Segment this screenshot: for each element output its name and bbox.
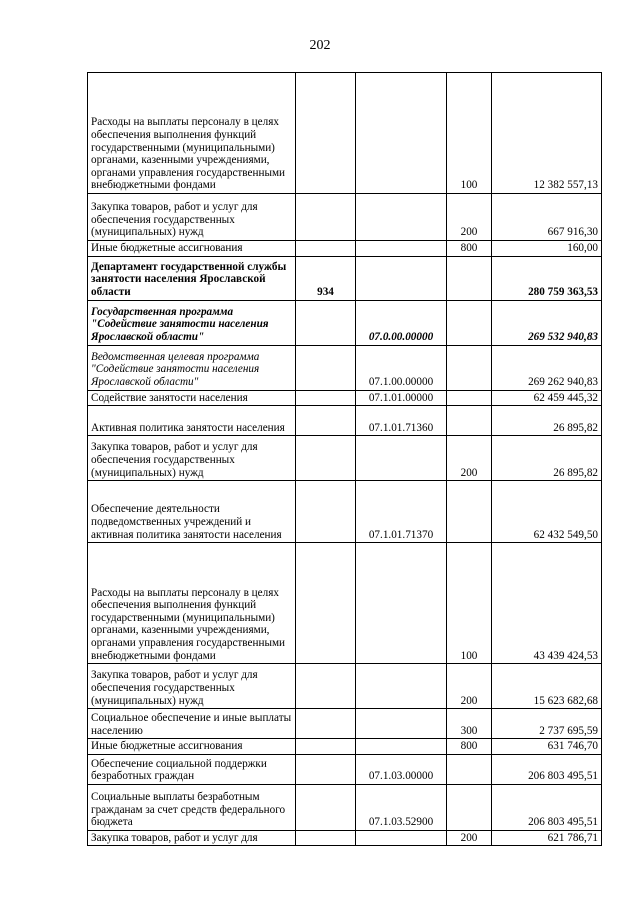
expense-name-cell: Иные бюджетные ассигнования [88,739,296,755]
target-article-cell [356,739,447,755]
amount-cell: 206 803 495,51 [492,754,602,784]
department-code-cell [296,664,356,709]
expense-name-cell: Социальное обеспечение и иные выплаты населению [88,709,296,739]
department-code-cell [296,73,356,194]
expense-type-cell [447,481,492,543]
target-article-cell: 07.1.00.00000 [356,345,447,390]
amount-cell: 15 623 682,68 [492,664,602,709]
department-code-cell: 934 [296,256,356,300]
table-row [88,739,602,755]
amount-cell: 269 532 940,83 [492,300,602,345]
amount-cell: 12 382 557,13 [492,73,602,194]
table-row [88,709,602,739]
amount-cell: 280 759 363,53 [492,256,602,300]
target-article-cell: 07.1.03.00000 [356,754,447,784]
amount-cell: 160,00 [492,241,602,257]
table-row [88,406,602,436]
table-row [88,664,602,709]
expense-name-cell: Закупка товаров, работ и услуг для обеспечения государственных (муниципальных) нужд [88,664,296,709]
table-row [88,345,602,390]
department-code-cell [296,739,356,755]
expense-name-cell: Закупка товаров, работ и услуг для обеспечения государственных (муниципальных) нужд [88,436,296,481]
table-row [88,830,602,846]
amount-cell: 631 746,70 [492,739,602,755]
target-article-cell [356,830,447,846]
department-code-cell [296,241,356,257]
budget-table [87,72,602,846]
target-article-cell [356,709,447,739]
expense-name-cell: Активная политика занятости населения [88,406,296,436]
expense-type-cell [447,754,492,784]
table-row [88,390,602,406]
expense-type-cell: 200 [447,664,492,709]
target-article-cell [356,194,447,241]
table-row [88,543,602,664]
expense-type-cell: 100 [447,543,492,664]
amount-cell: 43 439 424,53 [492,543,602,664]
expense-name-cell: Ведомственная целевая программа "Содействие занятости населения Ярославской области" [88,345,296,390]
target-article-cell [356,543,447,664]
department-code-cell [296,300,356,345]
department-code-cell [296,481,356,543]
expense-name-cell: Обеспечение деятельности подведомственных учреждений и активная политика занятости населения [88,481,296,543]
expense-type-cell: 800 [447,241,492,257]
expense-name-cell: Социальные выплаты безработным гражданам за счет средств федерального бюджета [88,784,296,830]
page-number: 202 [309,38,331,53]
expense-type-cell [447,300,492,345]
expense-type-cell [447,784,492,830]
department-code-cell [296,406,356,436]
expense-name-cell: Закупка товаров, работ и услуг для обеспечения государственных (муниципальных) нужд [88,194,296,241]
expense-name-cell: Департамент государственной службы занятости населения Ярославской области [88,256,296,300]
department-code-cell [296,754,356,784]
table-row [88,73,602,194]
expense-type-cell: 300 [447,709,492,739]
department-code-cell [296,830,356,846]
expense-name-cell: Закупка товаров, работ и услуг для [88,830,296,846]
expense-type-cell: 200 [447,194,492,241]
amount-cell: 2 737 695,59 [492,709,602,739]
table-row [88,436,602,481]
amount-cell: 62 459 445,32 [492,390,602,406]
target-article-cell: 07.0.00.00000 [356,300,447,345]
expense-name-cell: Расходы на выплаты персоналу в целях обеспечения выполнения функций государственными (муниципальными) органами, казенными учреждениями, органами управления государственными внебюджетными фондами [88,73,296,194]
department-code-cell [296,784,356,830]
amount-cell: 26 895,82 [492,436,602,481]
budget-table-body [88,73,602,846]
amount-cell: 621 786,71 [492,830,602,846]
amount-cell: 62 432 549,50 [492,481,602,543]
department-code-cell [296,194,356,241]
expense-type-cell: 800 [447,739,492,755]
amount-cell: 206 803 495,51 [492,784,602,830]
table-row [88,754,602,784]
amount-cell: 26 895,82 [492,406,602,436]
expense-name-cell: Иные бюджетные ассигнования [88,241,296,257]
target-article-cell [356,664,447,709]
target-article-cell [356,256,447,300]
amount-cell: 667 916,30 [492,194,602,241]
expense-type-cell: 100 [447,73,492,194]
target-article-cell [356,73,447,194]
table-row [88,481,602,543]
table-row [88,194,602,241]
expense-type-cell [447,256,492,300]
department-code-cell [296,390,356,406]
target-article-cell: 07.1.01.71360 [356,406,447,436]
expense-type-cell [447,390,492,406]
target-article-cell: 07.1.01.00000 [356,390,447,406]
expense-type-cell: 200 [447,830,492,846]
expense-name-cell: Государственная программа "Содействие занятости населения Ярославской области" [88,300,296,345]
table-row [88,784,602,830]
department-code-cell [296,709,356,739]
target-article-cell: 07.1.01.71370 [356,481,447,543]
expense-name-cell: Содействие занятости населения [88,390,296,406]
target-article-cell [356,436,447,481]
table-row [88,300,602,345]
amount-cell: 269 262 940,83 [492,345,602,390]
target-article-cell: 07.1.03.52900 [356,784,447,830]
table-row [88,256,602,300]
expense-type-cell [447,406,492,436]
table-row [88,241,602,257]
department-code-cell [296,543,356,664]
department-code-cell [296,345,356,390]
expense-name-cell: Расходы на выплаты персоналу в целях обеспечения выполнения функций государственными (муниципальными) органами, казенными учреждениями, органами управления государственными внебюджетными фондами [88,543,296,664]
expense-type-cell: 200 [447,436,492,481]
department-code-cell [296,436,356,481]
target-article-cell [356,241,447,257]
expense-name-cell: Обеспечение социальной поддержки безработных граждан [88,754,296,784]
expense-type-cell [447,345,492,390]
